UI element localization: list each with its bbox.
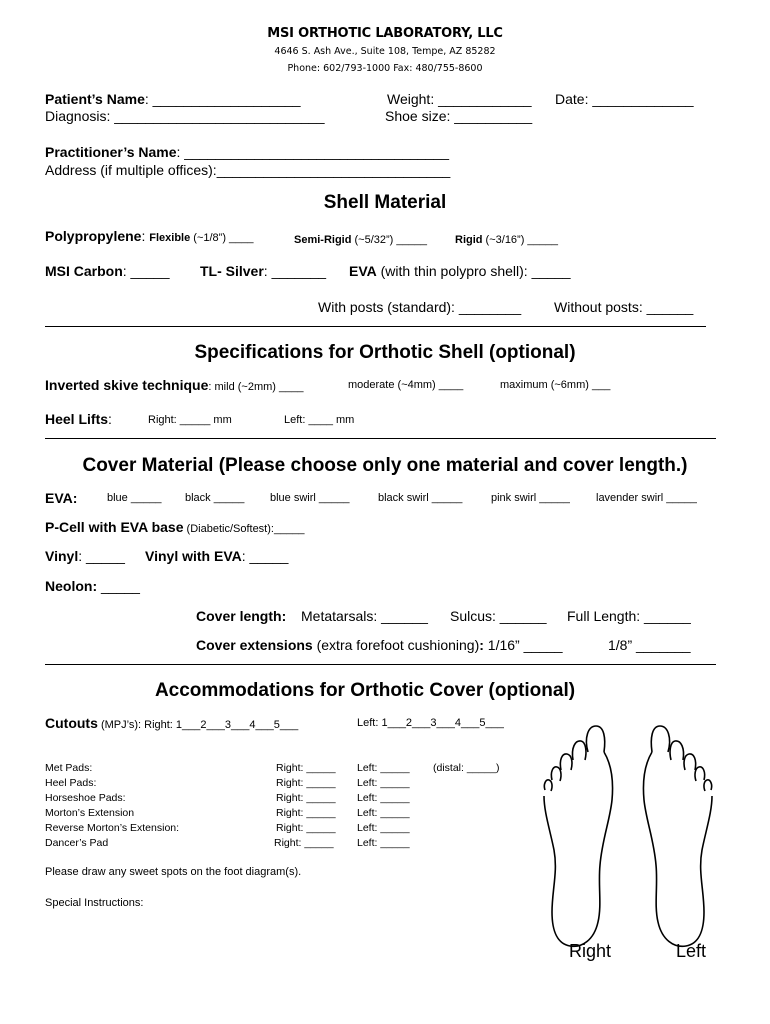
left-foot-label: Left (676, 941, 707, 961)
cover-extensions-label: Cover extensions (196, 637, 313, 653)
pcell-label: P-Cell with EVA base (45, 519, 184, 535)
eva-cover-label: EVA: (45, 490, 78, 506)
accommodation-right-field[interactable]: Right: _____ (276, 762, 336, 774)
cover-black-option[interactable]: black _____ (185, 492, 245, 504)
rigid-label: Rigid (455, 234, 483, 246)
rigid-option[interactable] (455, 230, 558, 248)
cover-extensions-row (196, 637, 563, 653)
metatarsals-field[interactable]: Metatarsals: ______ (301, 608, 428, 624)
cover-length-label: Cover length: (196, 608, 287, 624)
eva-shell-option[interactable] (349, 263, 571, 279)
cutouts-row[interactable] (45, 715, 298, 733)
company-name: MSI ORTHOTIC LABORATORY, LLC (267, 26, 503, 41)
skive-moderate-blank[interactable]: moderate (~4mm) ____ (348, 379, 464, 391)
msi-carbon-option[interactable] (45, 263, 170, 279)
accommodation-left-field[interactable]: Left: _____ (357, 777, 410, 789)
inverted-skive-label: Inverted skive technique (45, 377, 209, 393)
heel-lifts-label: Heel Lifts (45, 411, 109, 427)
skive-maximum-blank[interactable]: maximum (~6mm) ___ (500, 379, 611, 391)
foot-diagram[interactable] (538, 700, 718, 970)
accommodation-left-field[interactable]: Left: _____ (357, 837, 410, 849)
cover-extensions-note: (extra forefoot cushioning) (312, 637, 480, 653)
practitioner-name-label: Practitioner’s Name (45, 144, 177, 160)
extension-1-8-blank[interactable]: 1/8” _______ (608, 637, 691, 653)
cover-lavender-swirl-option[interactable]: lavender swirl _____ (596, 492, 697, 504)
cutouts-left-blanks[interactable]: Left: 1___2___3___4___5___ (357, 717, 504, 729)
sulcus-field[interactable]: Sulcus: ______ (450, 608, 547, 624)
semi-rigid-label: Semi-Rigid (294, 234, 352, 246)
right-foot-label: Right (569, 941, 612, 961)
without-posts-field[interactable]: Without posts: ______ (554, 299, 694, 315)
cutouts-label: Cutouts (45, 715, 98, 731)
special-instructions-label[interactable]: Special Instructions: (45, 897, 144, 909)
heel-lift-right-field[interactable]: Right: _____ mm (148, 414, 232, 426)
accommodations-heading: Accommodations for Orthotic Cover (optional) (154, 680, 576, 701)
accommodation-extra-field[interactable]: (distal: _____) (433, 762, 500, 774)
cover-material-heading: Cover Material (Please choose only one material and cover length.) (82, 455, 688, 476)
diagnosis-field[interactable]: Diagnosis: ___________________________ (45, 108, 325, 124)
full-length-field[interactable]: Full Length: ______ (567, 608, 691, 624)
accommodation-left-field[interactable]: Left: _____ (357, 762, 410, 774)
accommodation-left-field[interactable]: Left: _____ (357, 792, 410, 804)
neolon-option[interactable] (45, 578, 140, 594)
tl-silver-blank[interactable]: : _______ (263, 263, 327, 279)
cover-black-swirl-option[interactable]: black swirl _____ (378, 492, 463, 504)
neolon-blank[interactable]: _____ (97, 578, 140, 594)
accommodation-right-field[interactable]: Right: _____ (276, 807, 336, 819)
shell-material-heading: Shell Material (323, 192, 447, 213)
flexible-label: Flexible (149, 232, 191, 244)
accommodation-right-field[interactable]: Right: _____ (276, 777, 336, 789)
accommodation-label: Met Pads: (45, 762, 93, 774)
left-big-toe-icon (651, 726, 669, 752)
pcell-option[interactable] (45, 519, 305, 537)
heel-lifts-colon: : (108, 411, 112, 427)
tl-silver-label: TL- Silver (200, 263, 264, 279)
vinyl-eva-blank[interactable]: : _____ (241, 548, 289, 564)
polypropylene-row (45, 228, 254, 246)
flexible-blank[interactable]: (~1/8”) ____ (190, 232, 254, 244)
semi-rigid-option[interactable] (294, 230, 427, 248)
inverted-skive-row[interactable] (45, 377, 303, 395)
polypropylene-label: Polypropylene (45, 228, 142, 244)
accommodation-label: Horseshoe Pads: (45, 792, 126, 804)
accommodation-right-field[interactable]: Right: _____ (276, 792, 336, 804)
sweet-spots-instruction: Please draw any sweet spots on the foot diagram(s). (45, 866, 302, 878)
divider-line (45, 664, 716, 665)
date-field[interactable]: Date: _____________ (555, 91, 694, 107)
vinyl-label: Vinyl (45, 548, 79, 564)
patient-name-field[interactable] (45, 91, 301, 107)
company-address: 4646 S. Ash Ave., Suite 108, Tempe, AZ 85282 (274, 46, 496, 57)
cover-blue-option[interactable]: blue _____ (107, 492, 162, 504)
accommodation-label: Reverse Morton’s Extension: (45, 822, 180, 834)
accommodation-label: Dancer’s Pad (45, 837, 109, 849)
with-posts-field[interactable]: With posts (standard): ________ (318, 299, 522, 315)
vinyl-eva-option[interactable] (145, 548, 288, 564)
practitioner-name-blank[interactable]: : __________________________________ (176, 144, 450, 160)
msi-carbon-label: MSI Carbon (45, 263, 123, 279)
specifications-heading: Specifications for Orthotic Shell (optional) (194, 342, 576, 363)
right-big-toe-icon (586, 726, 604, 752)
eva-shell-blank[interactable]: (with thin polypro shell): _____ (376, 263, 571, 279)
divider-line (45, 326, 706, 327)
right-foot-outline (544, 726, 613, 946)
extension-1-16-blank[interactable]: 1/16” _____ (483, 637, 563, 653)
neolon-label: Neolon: (45, 578, 98, 594)
accommodation-label: Morton’s Extension (45, 807, 135, 819)
rigid-blank[interactable]: (~3/16”) _____ (482, 234, 559, 246)
shoe-size-field[interactable]: Shoe size: __________ (385, 108, 533, 124)
polypropylene-colon: : (141, 228, 150, 244)
accommodation-label: Heel Pads: (45, 777, 97, 789)
divider-line (45, 438, 716, 439)
cover-pink-swirl-option[interactable]: pink swirl _____ (491, 492, 570, 504)
pcell-blank[interactable]: (Diabetic/Softest):_____ (183, 523, 305, 535)
patient-name-blank[interactable]: : ___________________ (144, 91, 301, 107)
cover-blue-swirl-option[interactable]: blue swirl _____ (270, 492, 350, 504)
accommodation-right-field[interactable]: Right: _____ (276, 822, 336, 834)
vinyl-option[interactable] (45, 548, 125, 564)
patient-name-label: Patient’s Name (45, 91, 145, 107)
vinyl-eva-label: Vinyl with EVA (145, 548, 242, 564)
heel-lifts-row (45, 411, 112, 429)
accommodation-left-field[interactable]: Left: _____ (357, 822, 410, 834)
accommodation-right-field[interactable]: Right: _____ (274, 837, 334, 849)
cover-extensions-colon: : (479, 637, 484, 653)
cutouts-right-blanks[interactable]: (MPJ’s): Right: 1___2___3___4___5___ (97, 719, 299, 731)
left-foot-outline (643, 726, 712, 946)
practitioner-name-field[interactable] (45, 144, 449, 160)
semi-rigid-blank[interactable]: (~5/32”) _____ (351, 234, 427, 246)
accommodation-left-field[interactable]: Left: _____ (357, 807, 410, 819)
practitioner-address-field[interactable]: Address (if multiple offices):______________________________ (45, 162, 451, 178)
tl-silver-option[interactable] (200, 263, 326, 279)
skive-mild-blank[interactable]: : mild (~2mm) ____ (208, 381, 304, 393)
msi-carbon-blank[interactable]: : _____ (122, 263, 170, 279)
company-phone: Phone: 602/793-1000 Fax: 480/755-8600 (287, 63, 483, 74)
eva-shell-label: EVA (349, 263, 377, 279)
weight-field[interactable]: Weight: ____________ (387, 91, 532, 107)
heel-lift-left-field[interactable]: Left: ____ mm (284, 414, 355, 426)
vinyl-blank[interactable]: : _____ (78, 548, 125, 564)
